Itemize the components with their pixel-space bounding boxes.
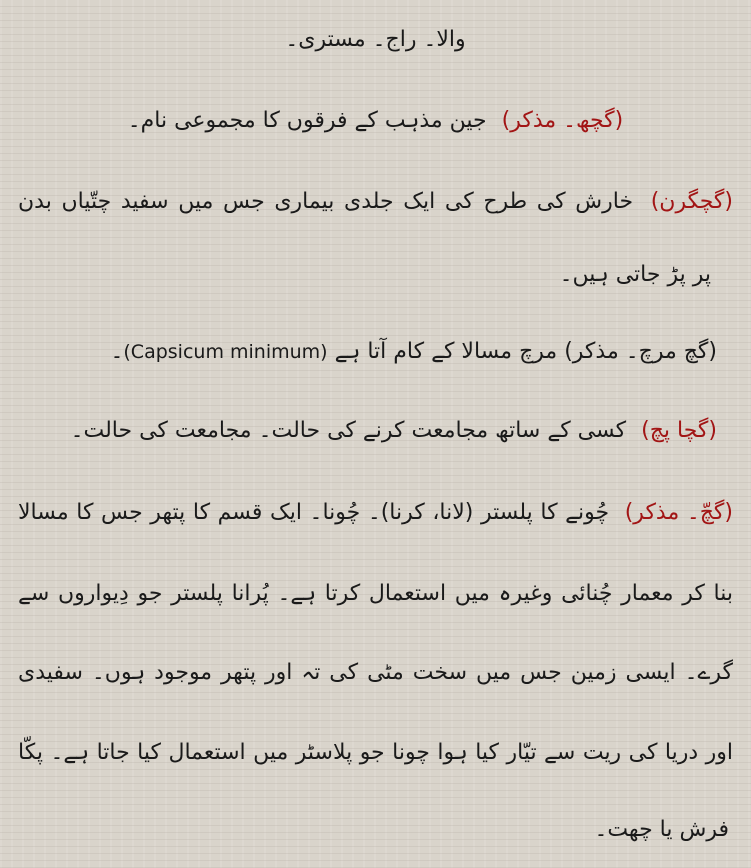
entry-gachapach: [18, 411, 717, 451]
definition-text: بنا کر معمار چُنائی وغیرہ میں استعمال کرتا ہے۔ پُرانا پلستر جو دِیواروں سے: [18, 581, 733, 606]
entry-gach: [0, 101, 751, 141]
definition-text: گرے۔ ایسی زمین جس میں سخت مٹی کی تہ اور پتھر موجود ہوں۔ سفیدی: [18, 660, 733, 685]
entry-gachh-line3: [18, 653, 733, 693]
entry-gachgaran: [18, 182, 733, 222]
end-mark: ۔: [110, 339, 124, 364]
headword: (گچّ۔ مذکر): [624, 500, 733, 525]
definition-text: والا۔ راج۔ مستری۔: [285, 27, 466, 52]
entry-gachh: [18, 493, 733, 533]
definition-text: پر پڑ جاتی ہیں۔: [559, 262, 711, 287]
headword: (گچگرن): [650, 189, 733, 214]
entry-gach-mirch: [18, 332, 717, 372]
definition-text: خارش کی طرح کی ایک جلدی بیماری جس میں سفید چتّیاں بدن: [18, 189, 634, 214]
definition-text: چُونے کا پلستر (لانا، کرنا)۔ چُونا۔ ایک قسم کا پتھر جس کا مسالا: [18, 500, 610, 525]
entry-gachgaran-continued: [18, 255, 711, 295]
headword: (گچا پچ): [641, 418, 717, 443]
definition-text: اور دریا کی ریت سے تیّار کیا ہوا چونا جو پلاسٹر میں استعمال کیا جاتا ہے۔ پکّا: [18, 740, 733, 765]
entry-gachh-line2: [18, 574, 733, 614]
definition-text: جین مذہب کے فرقوں کا مجموعی نام۔: [127, 108, 487, 133]
entry-gachh-line4: [18, 733, 733, 773]
entry-gachh-line5: [18, 810, 729, 850]
entry-continuation-line: [0, 20, 751, 60]
definition-text: فرش یا چھت۔: [594, 817, 729, 842]
definition-text: (گچ مرچ۔ مذکر) مرچ مسالا کے کام آتا ہے: [334, 339, 717, 364]
definition-text: کسی کے ساتھ مجامعت کرنے کی حالت۔ مجامعت کی حالت۔: [70, 418, 627, 443]
headword: (گچھ۔ مذکر): [501, 108, 624, 133]
latin-name: (Capsicum minimum): [123, 341, 328, 363]
